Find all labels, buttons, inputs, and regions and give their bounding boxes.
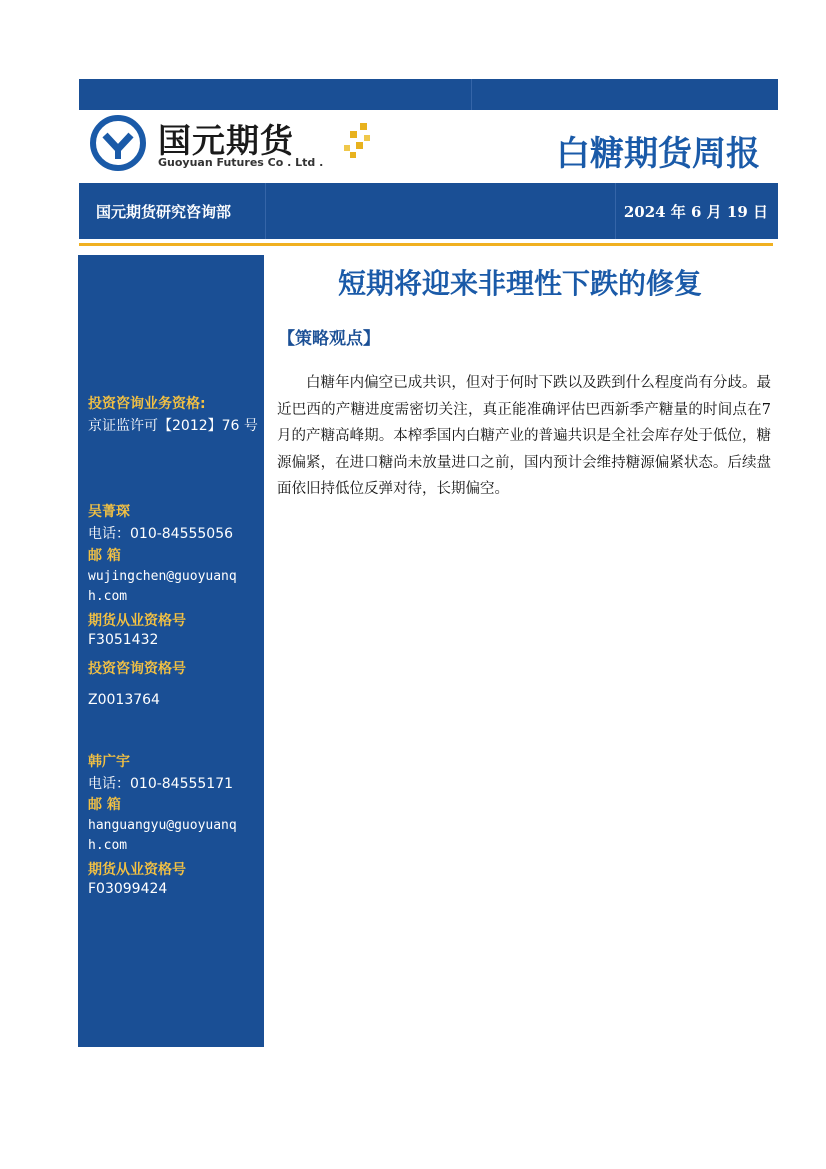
consulting-license-label: 投资咨询资格号: [88, 661, 186, 677]
analyst-phone: 电话：010-84555171: [88, 776, 234, 792]
strategy-paragraph: 白糖年内偏空已成共识，但对于何时下跌以及跌到什么程度尚有分歧。最近巴西的产糖进度需密切关注，真正能准确评估巴西新季产糖量的时间点在7月的产糖高峰期。本榨季国内白糖产业的普遍共识是全社会库存处于低位，糖源偏紧，在进口糖尚未放量进口之前，国内预计会维持糖源偏紧状态。后续盘面依旧持低位反弹对待，长期偏空。: [277, 375, 771, 497]
divider: [265, 183, 266, 239]
analyst-phone: 电话：010-84555056: [88, 526, 234, 542]
analyst-email-cont: h.com: [88, 589, 128, 604]
brand-logo: [90, 113, 390, 175]
futures-license-label: 期货从业资格号: [88, 862, 186, 878]
consulting-license-id: Z0013764: [88, 692, 160, 708]
guoyuan-logo-icon: [90, 115, 146, 171]
analyst-email: wujingchen@guoyuanq: [88, 569, 237, 584]
analyst-sidebar: [78, 255, 264, 1047]
futures-license-id: F03099424: [88, 881, 168, 897]
futures-license-label: 期货从业资格号: [88, 613, 186, 629]
brand-name-cn: 国元期货: [158, 121, 294, 160]
email-label: 邮 箱: [88, 548, 121, 564]
brand-name-en: Guoyuan Futures Co . Ltd .: [158, 156, 324, 169]
analyst-name: 韩广宇: [88, 754, 130, 770]
analyst-email: hanguangyu@guoyuanq: [88, 818, 237, 833]
analyst-email-cont: h.com: [88, 838, 128, 853]
department-bar: [79, 183, 778, 239]
accent-line: [79, 243, 773, 246]
section-heading: 【策略观点】: [278, 329, 380, 349]
report-date: 2024 年 6 月 19 日: [623, 203, 768, 221]
analyst-name: 吴菁琛: [88, 504, 130, 520]
qualification-label: 投资咨询业务资格:: [88, 396, 206, 412]
email-label: 邮 箱: [88, 797, 121, 813]
report-title: 白糖期货周报: [556, 134, 760, 174]
department-name: 国元期货研究咨询部: [96, 203, 232, 221]
header-top-bar: [79, 79, 778, 110]
qualification-value: 京证监许可【2012】76 号: [88, 418, 258, 434]
divider: [471, 79, 472, 110]
divider: [615, 183, 616, 239]
gold-squares-icon: [336, 121, 376, 161]
report-headline: 短期将迎来非理性下跌的修复: [337, 267, 702, 300]
futures-license-id: F3051432: [88, 632, 159, 648]
